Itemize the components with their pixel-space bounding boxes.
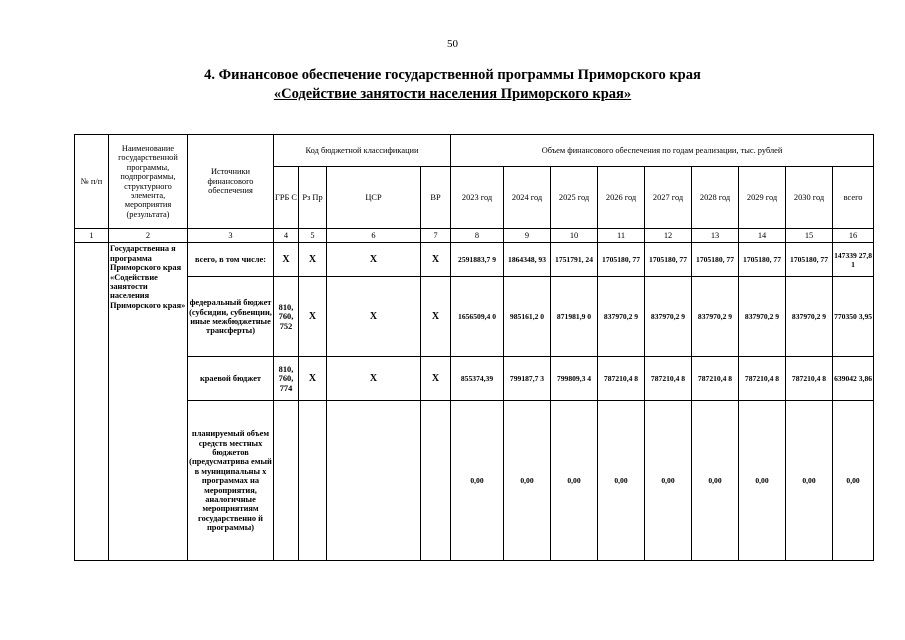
- value-cell: 1705180, 77: [645, 243, 692, 277]
- value-cell: 1656509,4 0: [451, 277, 504, 357]
- header-2030: 2030 год: [786, 167, 833, 229]
- header-grbs: ГРБ С: [274, 167, 299, 229]
- column-number: 5: [299, 229, 327, 243]
- column-number: 2: [109, 229, 188, 243]
- csr-cell: X: [327, 277, 421, 357]
- column-number: 13: [692, 229, 739, 243]
- column-number: 1: [75, 229, 109, 243]
- value-cell: 1705180, 77: [692, 243, 739, 277]
- column-number: 6: [327, 229, 421, 243]
- value-cell: 787210,4 8: [786, 357, 833, 401]
- vr-cell: X: [421, 357, 451, 401]
- table-row: [75, 357, 874, 401]
- value-cell: 787210,4 8: [692, 357, 739, 401]
- program-name: Государственна я программа Приморского края «Содействие занятости населения Приморского края»: [109, 243, 188, 561]
- vr-cell: [421, 401, 451, 561]
- column-number: 16: [833, 229, 874, 243]
- value-cell: 837970,2 9: [645, 277, 692, 357]
- title-line-2: «Содействие занятости населения Приморского края»: [273, 86, 632, 102]
- value-cell: 787210,4 8: [645, 357, 692, 401]
- value-cell: 1751791, 24: [551, 243, 598, 277]
- value-cell: 837970,2 9: [598, 277, 645, 357]
- header-volume-group: Объем финансового обеспечения по годам реализации, тыс. рублей: [451, 135, 874, 167]
- column-number-row: [75, 229, 874, 243]
- title-line-1: 4. Финансовое обеспечение государственной программы Приморского края: [204, 67, 701, 83]
- value-cell: 0,00: [786, 401, 833, 561]
- value-cell: 799809,3 4: [551, 357, 598, 401]
- table-row: [75, 243, 874, 277]
- value-cell: 147339 27,81: [833, 243, 874, 277]
- value-cell: 2591883,7 9: [451, 243, 504, 277]
- header-rzpr: Рз Пр: [299, 167, 327, 229]
- column-number: 3: [188, 229, 274, 243]
- value-cell: 787210,4 8: [598, 357, 645, 401]
- value-cell: 1705180, 77: [739, 243, 786, 277]
- table-row: [75, 401, 874, 561]
- header-csr: ЦСР: [327, 167, 421, 229]
- value-cell: 837970,2 9: [692, 277, 739, 357]
- column-number: 7: [421, 229, 451, 243]
- column-number: 4: [274, 229, 299, 243]
- value-cell: 985161,2 0: [504, 277, 551, 357]
- header-2025: 2025 год: [551, 167, 598, 229]
- header-name: Наименование государственной программы, подпрограммы, структурного элемента, мероприятия (результата): [109, 135, 188, 229]
- value-cell: 0,00: [551, 401, 598, 561]
- value-cell: 837970,2 9: [786, 277, 833, 357]
- rzpr-cell: [299, 401, 327, 561]
- value-cell: 0,00: [645, 401, 692, 561]
- grbs-cell: [274, 401, 299, 561]
- csr-cell: X: [327, 357, 421, 401]
- header-2027: 2027 год: [645, 167, 692, 229]
- value-cell: 0,00: [598, 401, 645, 561]
- column-number: 15: [786, 229, 833, 243]
- value-cell: 1864348, 93: [504, 243, 551, 277]
- column-number: 9: [504, 229, 551, 243]
- financing-table: [74, 134, 874, 561]
- header-2026: 2026 год: [598, 167, 645, 229]
- value-cell: 871981,9 0: [551, 277, 598, 357]
- source-cell: краевой бюджет: [188, 357, 274, 401]
- rzpr-cell: X: [299, 357, 327, 401]
- source-cell: планируемый объем средств местных бюджетов (предусматрива емый в муниципальны х программах на мероприятия, аналогичные мероприятиям государственно й программы): [188, 401, 274, 561]
- row-number-cell: [75, 243, 109, 561]
- column-number: 12: [645, 229, 692, 243]
- value-cell: 770350 3,95: [833, 277, 874, 357]
- csr-cell: X: [327, 243, 421, 277]
- vr-cell: X: [421, 277, 451, 357]
- vr-cell: X: [421, 243, 451, 277]
- header-2024: 2024 год: [504, 167, 551, 229]
- header-vr: ВР: [421, 167, 451, 229]
- value-cell: 1705180, 77: [598, 243, 645, 277]
- table-row: [75, 277, 874, 357]
- value-cell: 0,00: [692, 401, 739, 561]
- source-cell: федеральный бюджет (субсидии, субвенции, иные межбюджетные трансферты): [188, 277, 274, 357]
- value-cell: 1705180, 77: [786, 243, 833, 277]
- column-number: 14: [739, 229, 786, 243]
- grbs-cell: X: [274, 243, 299, 277]
- header-sources: Источники финансового обеспечения: [188, 135, 274, 229]
- header-2028: 2028 год: [692, 167, 739, 229]
- value-cell: 787210,4 8: [739, 357, 786, 401]
- header-row-1: [75, 135, 874, 167]
- header-2029: 2029 год: [739, 167, 786, 229]
- rzpr-cell: X: [299, 277, 327, 357]
- header-num: № п/п: [75, 135, 109, 229]
- csr-cell: [327, 401, 421, 561]
- value-cell: 855374,39: [451, 357, 504, 401]
- grbs-cell: 810, 760, 774: [274, 357, 299, 401]
- column-number: 11: [598, 229, 645, 243]
- header-kbk-group: Код бюджетной классификации: [274, 135, 451, 167]
- source-cell: всего, в том числе:: [188, 243, 274, 277]
- value-cell: 0,00: [504, 401, 551, 561]
- value-cell: 799187,7 3: [504, 357, 551, 401]
- page-title: [0, 66, 905, 104]
- header-2023: 2023 год: [451, 167, 504, 229]
- rzpr-cell: X: [299, 243, 327, 277]
- page-number: 50: [447, 38, 458, 50]
- header-total: всего: [833, 167, 874, 229]
- value-cell: 837970,2 9: [739, 277, 786, 357]
- value-cell: 639042 3,86: [833, 357, 874, 401]
- value-cell: 0,00: [451, 401, 504, 561]
- value-cell: 0,00: [833, 401, 874, 561]
- column-number: 10: [551, 229, 598, 243]
- grbs-cell: 810, 760, 752: [274, 277, 299, 357]
- value-cell: 0,00: [739, 401, 786, 561]
- column-number: 8: [451, 229, 504, 243]
